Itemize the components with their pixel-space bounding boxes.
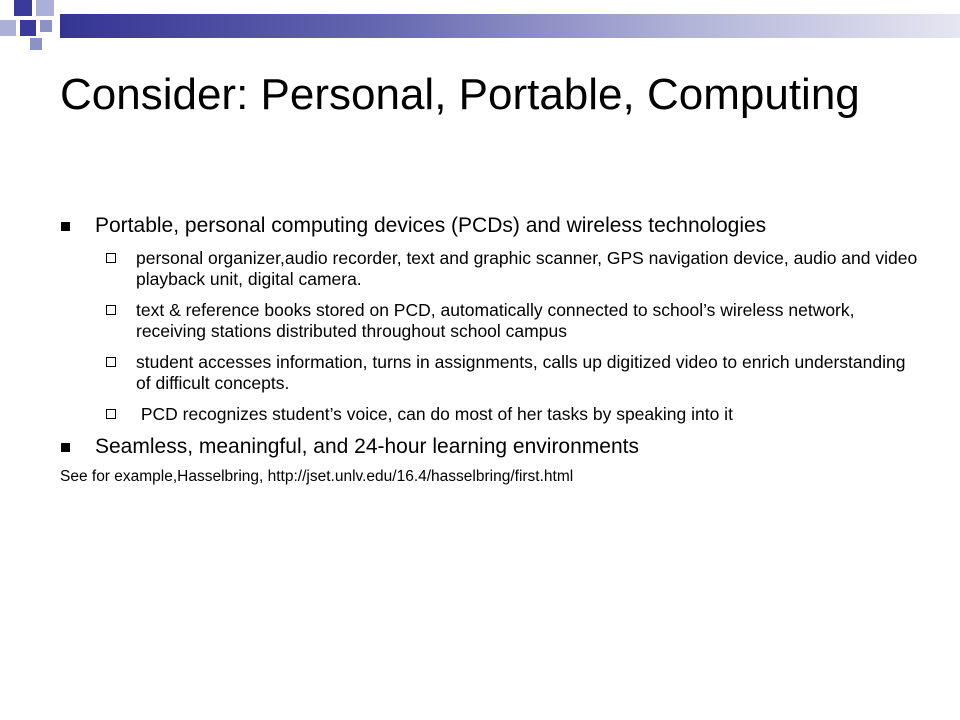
hollow-square-bullet-icon bbox=[106, 409, 116, 419]
sub-bullet-text: text & reference books stored on PCD, automatically connected to school’s wireless network, receiving stations distributed throughout school campus bbox=[136, 300, 855, 341]
hollow-square-bullet-icon bbox=[106, 305, 116, 315]
slide-content bbox=[60, 214, 920, 487]
hollow-square-bullet-icon bbox=[106, 253, 116, 263]
sub-bullet-list bbox=[60, 248, 920, 425]
bullet-text: Seamless, meaningful, and 24-hour learning environments bbox=[95, 435, 639, 458]
hollow-square-bullet-icon bbox=[106, 357, 116, 367]
bullet-item bbox=[60, 214, 920, 238]
bullet-item bbox=[60, 435, 920, 459]
decorative-square bbox=[30, 38, 42, 50]
decorative-square bbox=[20, 20, 36, 36]
slide-title: Consider: Personal, Portable, Computing bbox=[60, 70, 860, 119]
square-bullet-icon bbox=[61, 443, 70, 452]
decorative-square bbox=[40, 20, 52, 32]
decorative-square bbox=[14, 0, 32, 16]
sub-bullet-text: student accesses information, turns in assignments, calls up digitized video to enrich understanding of difficult concepts. bbox=[136, 352, 906, 393]
sub-bullet-text: PCD recognizes student’s voice, can do most of her tasks by speaking into it bbox=[136, 404, 733, 424]
sub-bullet-item bbox=[60, 352, 920, 394]
header-decoration bbox=[0, 0, 960, 60]
bullet-text: Portable, personal computing devices (PCDs) and wireless technologies bbox=[95, 214, 767, 237]
sub-bullet-item bbox=[60, 404, 920, 425]
square-bullet-icon bbox=[61, 222, 70, 231]
footnote: See for example,Hasselbring, http://jset.unlv.edu/16.4/hasselbring/first.html bbox=[60, 468, 574, 485]
sub-bullet-text: personal organizer,audio recorder, text and graphic scanner, GPS navigation device, audio and video playback unit, digital camera. bbox=[136, 248, 918, 289]
sub-bullet-item bbox=[60, 300, 920, 342]
sub-bullet-item bbox=[60, 248, 920, 290]
decorative-square bbox=[36, 0, 54, 16]
decorative-square bbox=[0, 20, 16, 36]
header-gradient-bar bbox=[60, 14, 960, 38]
